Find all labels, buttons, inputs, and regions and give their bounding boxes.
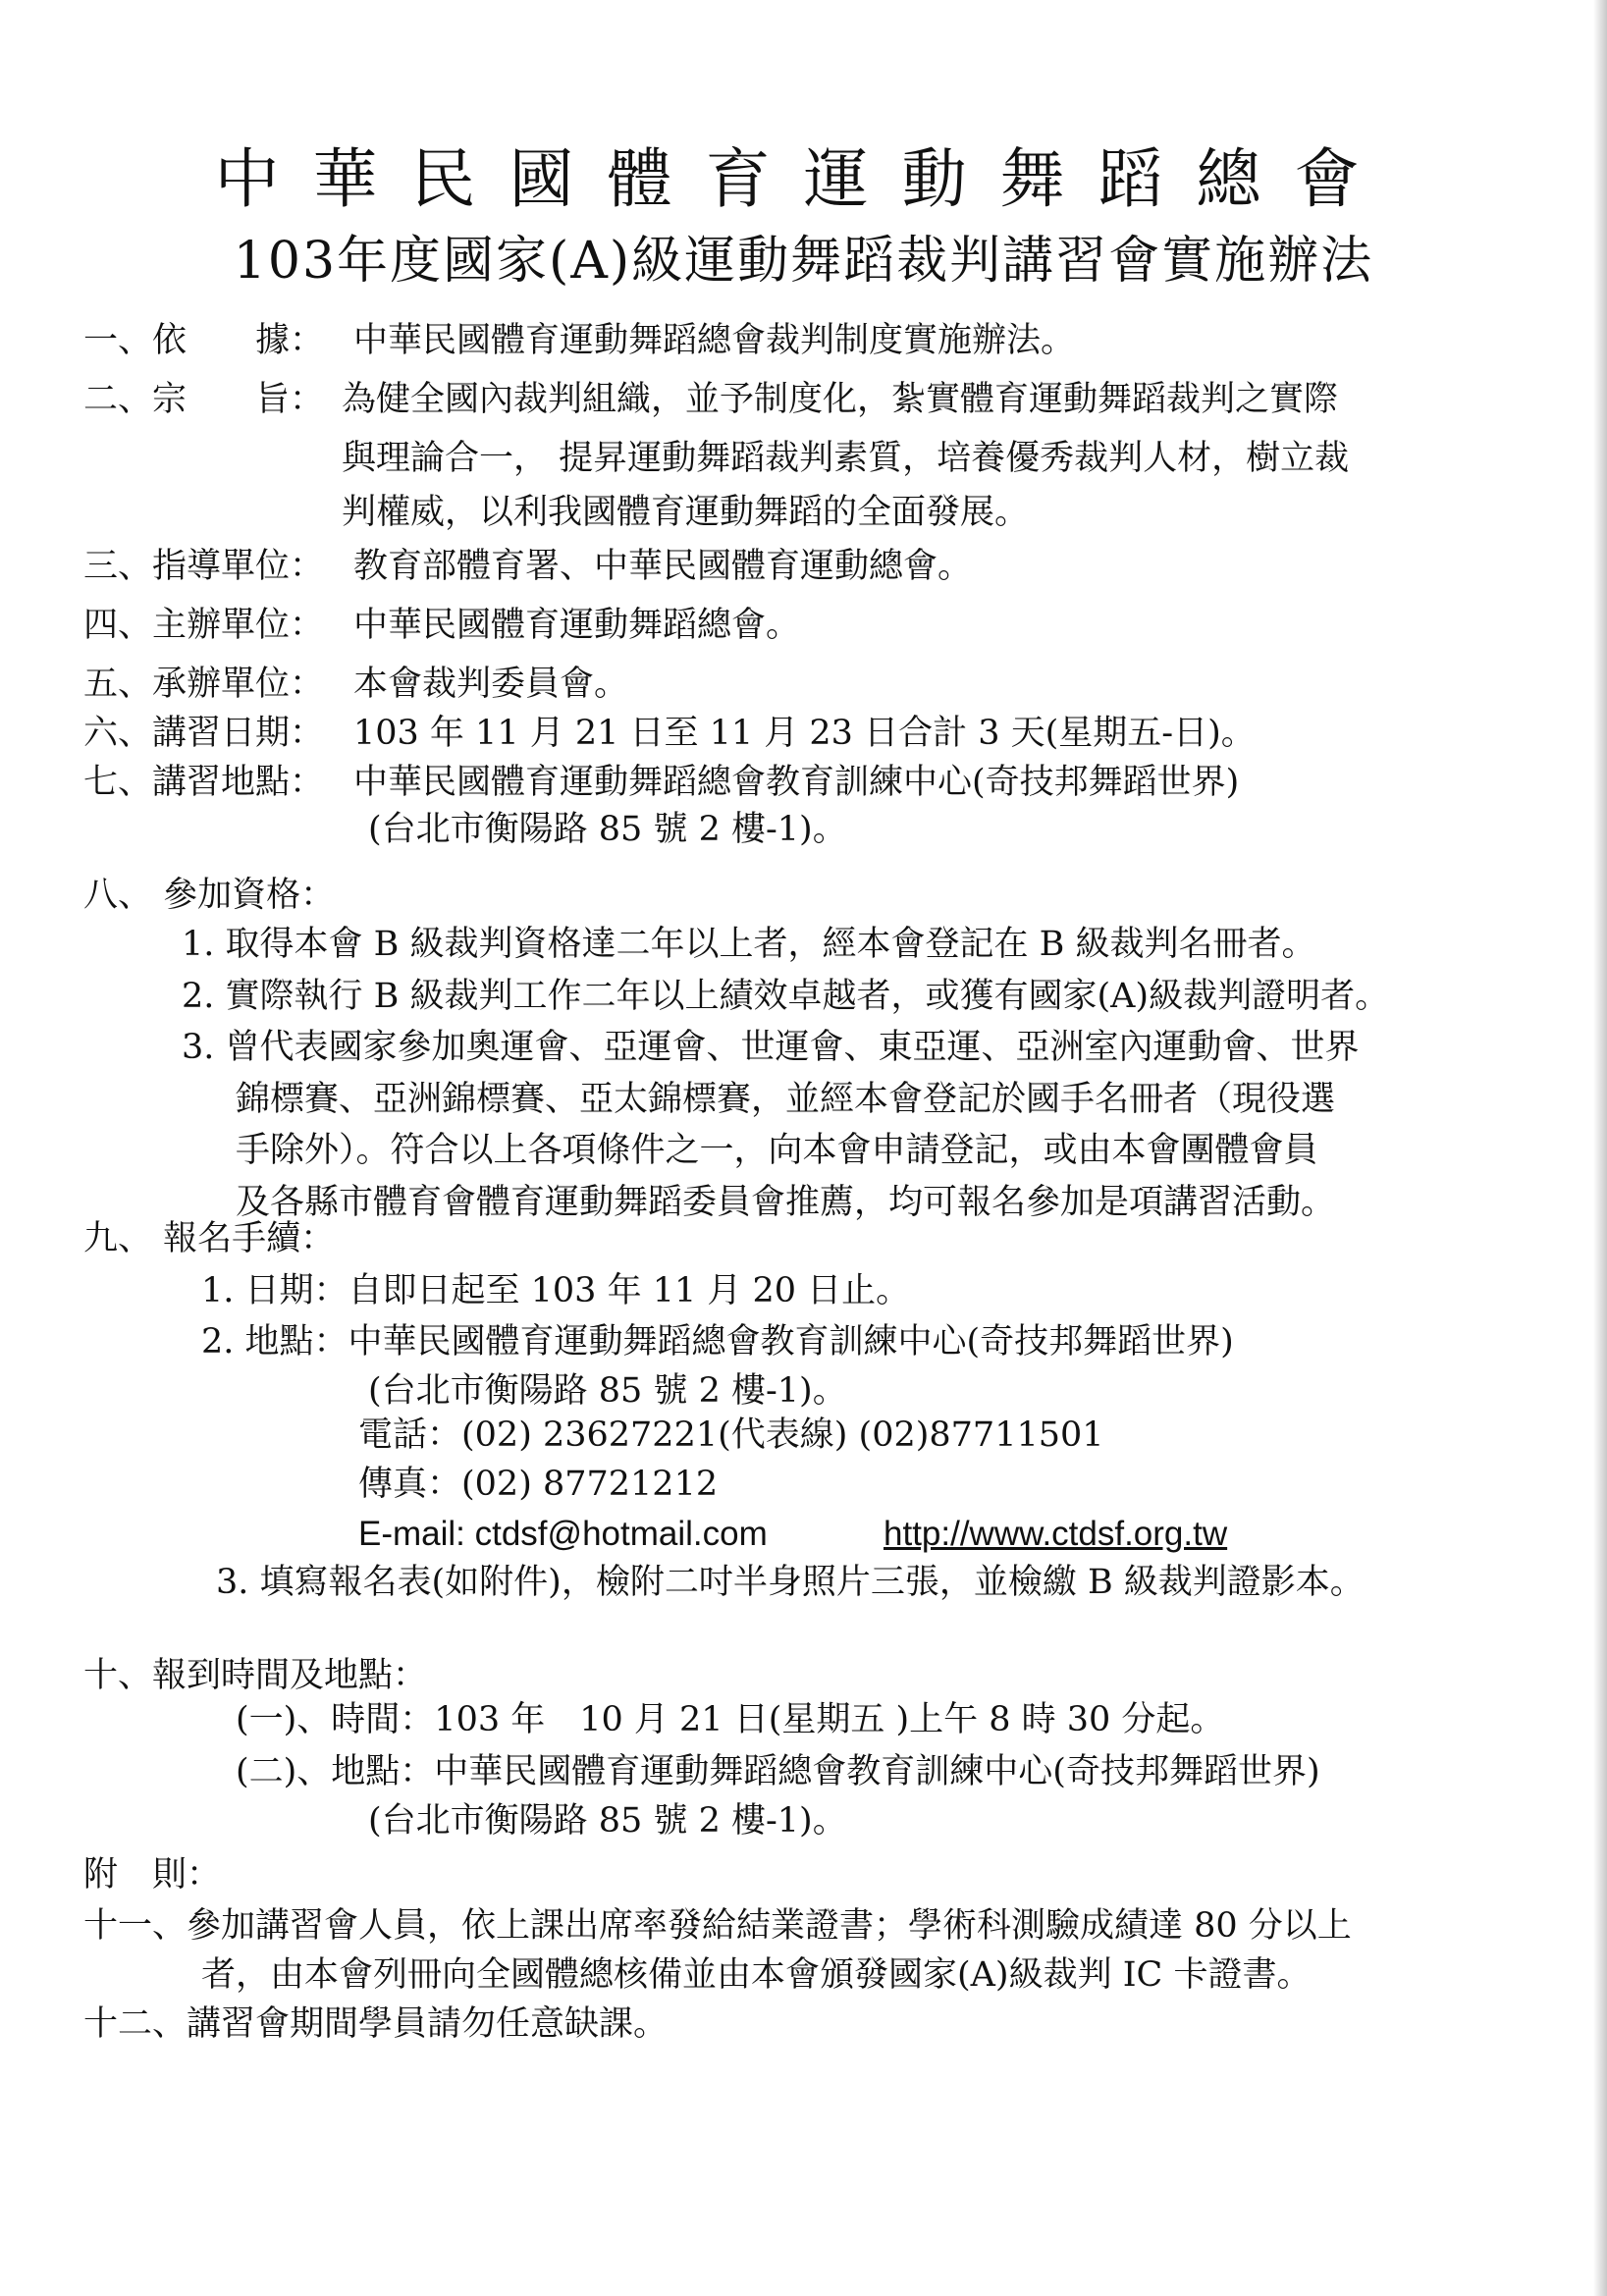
item-6-label: 六、講習日期： [83,714,325,753]
item-7-address: (台北市衡陽路 85 號 2 樓-1)。 [368,810,847,849]
item-8-line: 1. 取得本會 B 級裁判資格達二年以上者，經本會登記在 B 級裁判名冊者。 [182,925,1316,964]
item-5-text: 本會裁判委員會。 [353,665,629,704]
item-10-time: (一)、時間：103 年 10 月 21 日(星期五 )上午 8 時 30 分起。 [236,1700,1225,1739]
appendix-heading: 附 則： [83,1855,222,1895]
item-9-place: 2. 地點：中華民國體育運動舞蹈總會教育訓練中心(奇技邦舞蹈世界) [201,1322,1234,1362]
item-9-label: 九、 報名手續： [83,1219,336,1258]
item-2-line: 為健全國內裁判組織，並予制度化，紮實體育運動舞蹈裁判之實際 [342,380,1339,419]
item-9-address: (台北市衡陽路 85 號 2 樓-1)。 [368,1371,847,1411]
item-7-text: 中華民國體育運動舞蹈總會教育訓練中心(奇技邦舞蹈世界) [353,763,1240,802]
item-12-text: 十二、講習會期間學員請勿任意缺課。 [83,2004,669,2044]
item-9-phone: 電話：(02) 23627221(代表線) (02)87711501 [358,1415,1104,1455]
item-8-label: 八、 參加資格： [83,876,336,915]
item-9-date: 1. 日期：自即日起至 103 年 11 月 20 日止。 [201,1271,911,1310]
item-11-line: 十一、參加講習會人員，依上課出席率發給結業證書；學術科測驗成績達 80 分以上 [83,1906,1352,1946]
item-10-label: 十、報到時間及地點： [83,1656,428,1695]
item-4-text: 中華民國體育運動舞蹈總會。 [353,606,801,645]
item-10-place: (二)、地點：中華民國體育運動舞蹈總會教育訓練中心(奇技邦舞蹈世界) [236,1752,1320,1791]
item-5-label: 五、承辦單位： [83,665,325,704]
item-1-text: 中華民國體育運動舞蹈總會裁判制度實施辦法。 [353,321,1076,360]
item-8-line: 手除外）。符合以上各項條件之一，向本會申請登記，或由本會團體會員 [236,1131,1318,1170]
item-6-text: 103 年 11 月 21 日至 11 月 23 日合計 3 天(星期五-日)。 [353,714,1256,753]
item-8-line: 及各縣市體育會體育運動舞蹈委員會推薦，均可報名參加是項講習活動。 [236,1183,1336,1222]
item-8-line: 3. 曾代表國家參加奧運會、亞運會、世運會、東亞運、亞洲室內運動會、世界 [182,1028,1360,1067]
item-9-fax: 傳真：(02) 87721212 [358,1465,719,1504]
item-7-label: 七、講習地點： [83,763,325,802]
item-2-label: 二、宗 旨： [83,380,325,419]
item-3-label: 三、指導單位： [83,547,325,586]
item-4-label: 四、主辦單位： [83,606,325,645]
item-10-address: (台北市衡陽路 85 號 2 樓-1)。 [368,1801,847,1841]
item-3-text: 教育部體育署、中華民國體育運動總會。 [353,547,973,586]
email-text: E-mail: ctdsf@hotmail.com [358,1515,768,1553]
item-2-line: 判權威，以利我國體育運動舞蹈的全面發展。 [342,493,1030,532]
scan-edge-shadow [1593,0,1607,2296]
document-title: 103年度國家(A)級運動舞蹈裁判講習會實施辦法 [233,232,1374,291]
item-2-line: 與理論合一， 提昇運動舞蹈裁判素質，培養優秀裁判人材，樹立裁 [342,439,1350,478]
item-8-line: 錦標賽、亞洲錦標賽、亞太錦標賽，並經本會登記於國手名冊者（現役選 [236,1080,1336,1119]
item-1-label: 一、依 據： [83,321,325,360]
website-link[interactable]: http://www.ctdsf.org.tw [884,1515,1228,1553]
item-11-line: 者，由本會列冊向全國體總核備並由本會頒發國家(A)級裁判 IC 卡證書。 [201,1955,1312,1995]
organization-title: 中華民國體育運動舞蹈總會 [214,141,1393,217]
item-9-form: 3. 填寫報名表(如附件)，檢附二吋半身照片三張，並檢繳 B 級裁判證影本。 [216,1563,1365,1602]
item-8-line: 2. 實際執行 B 級裁判工作二年以上績效卓越者，或獲有國家(A)級裁判證明者。 [182,977,1390,1016]
